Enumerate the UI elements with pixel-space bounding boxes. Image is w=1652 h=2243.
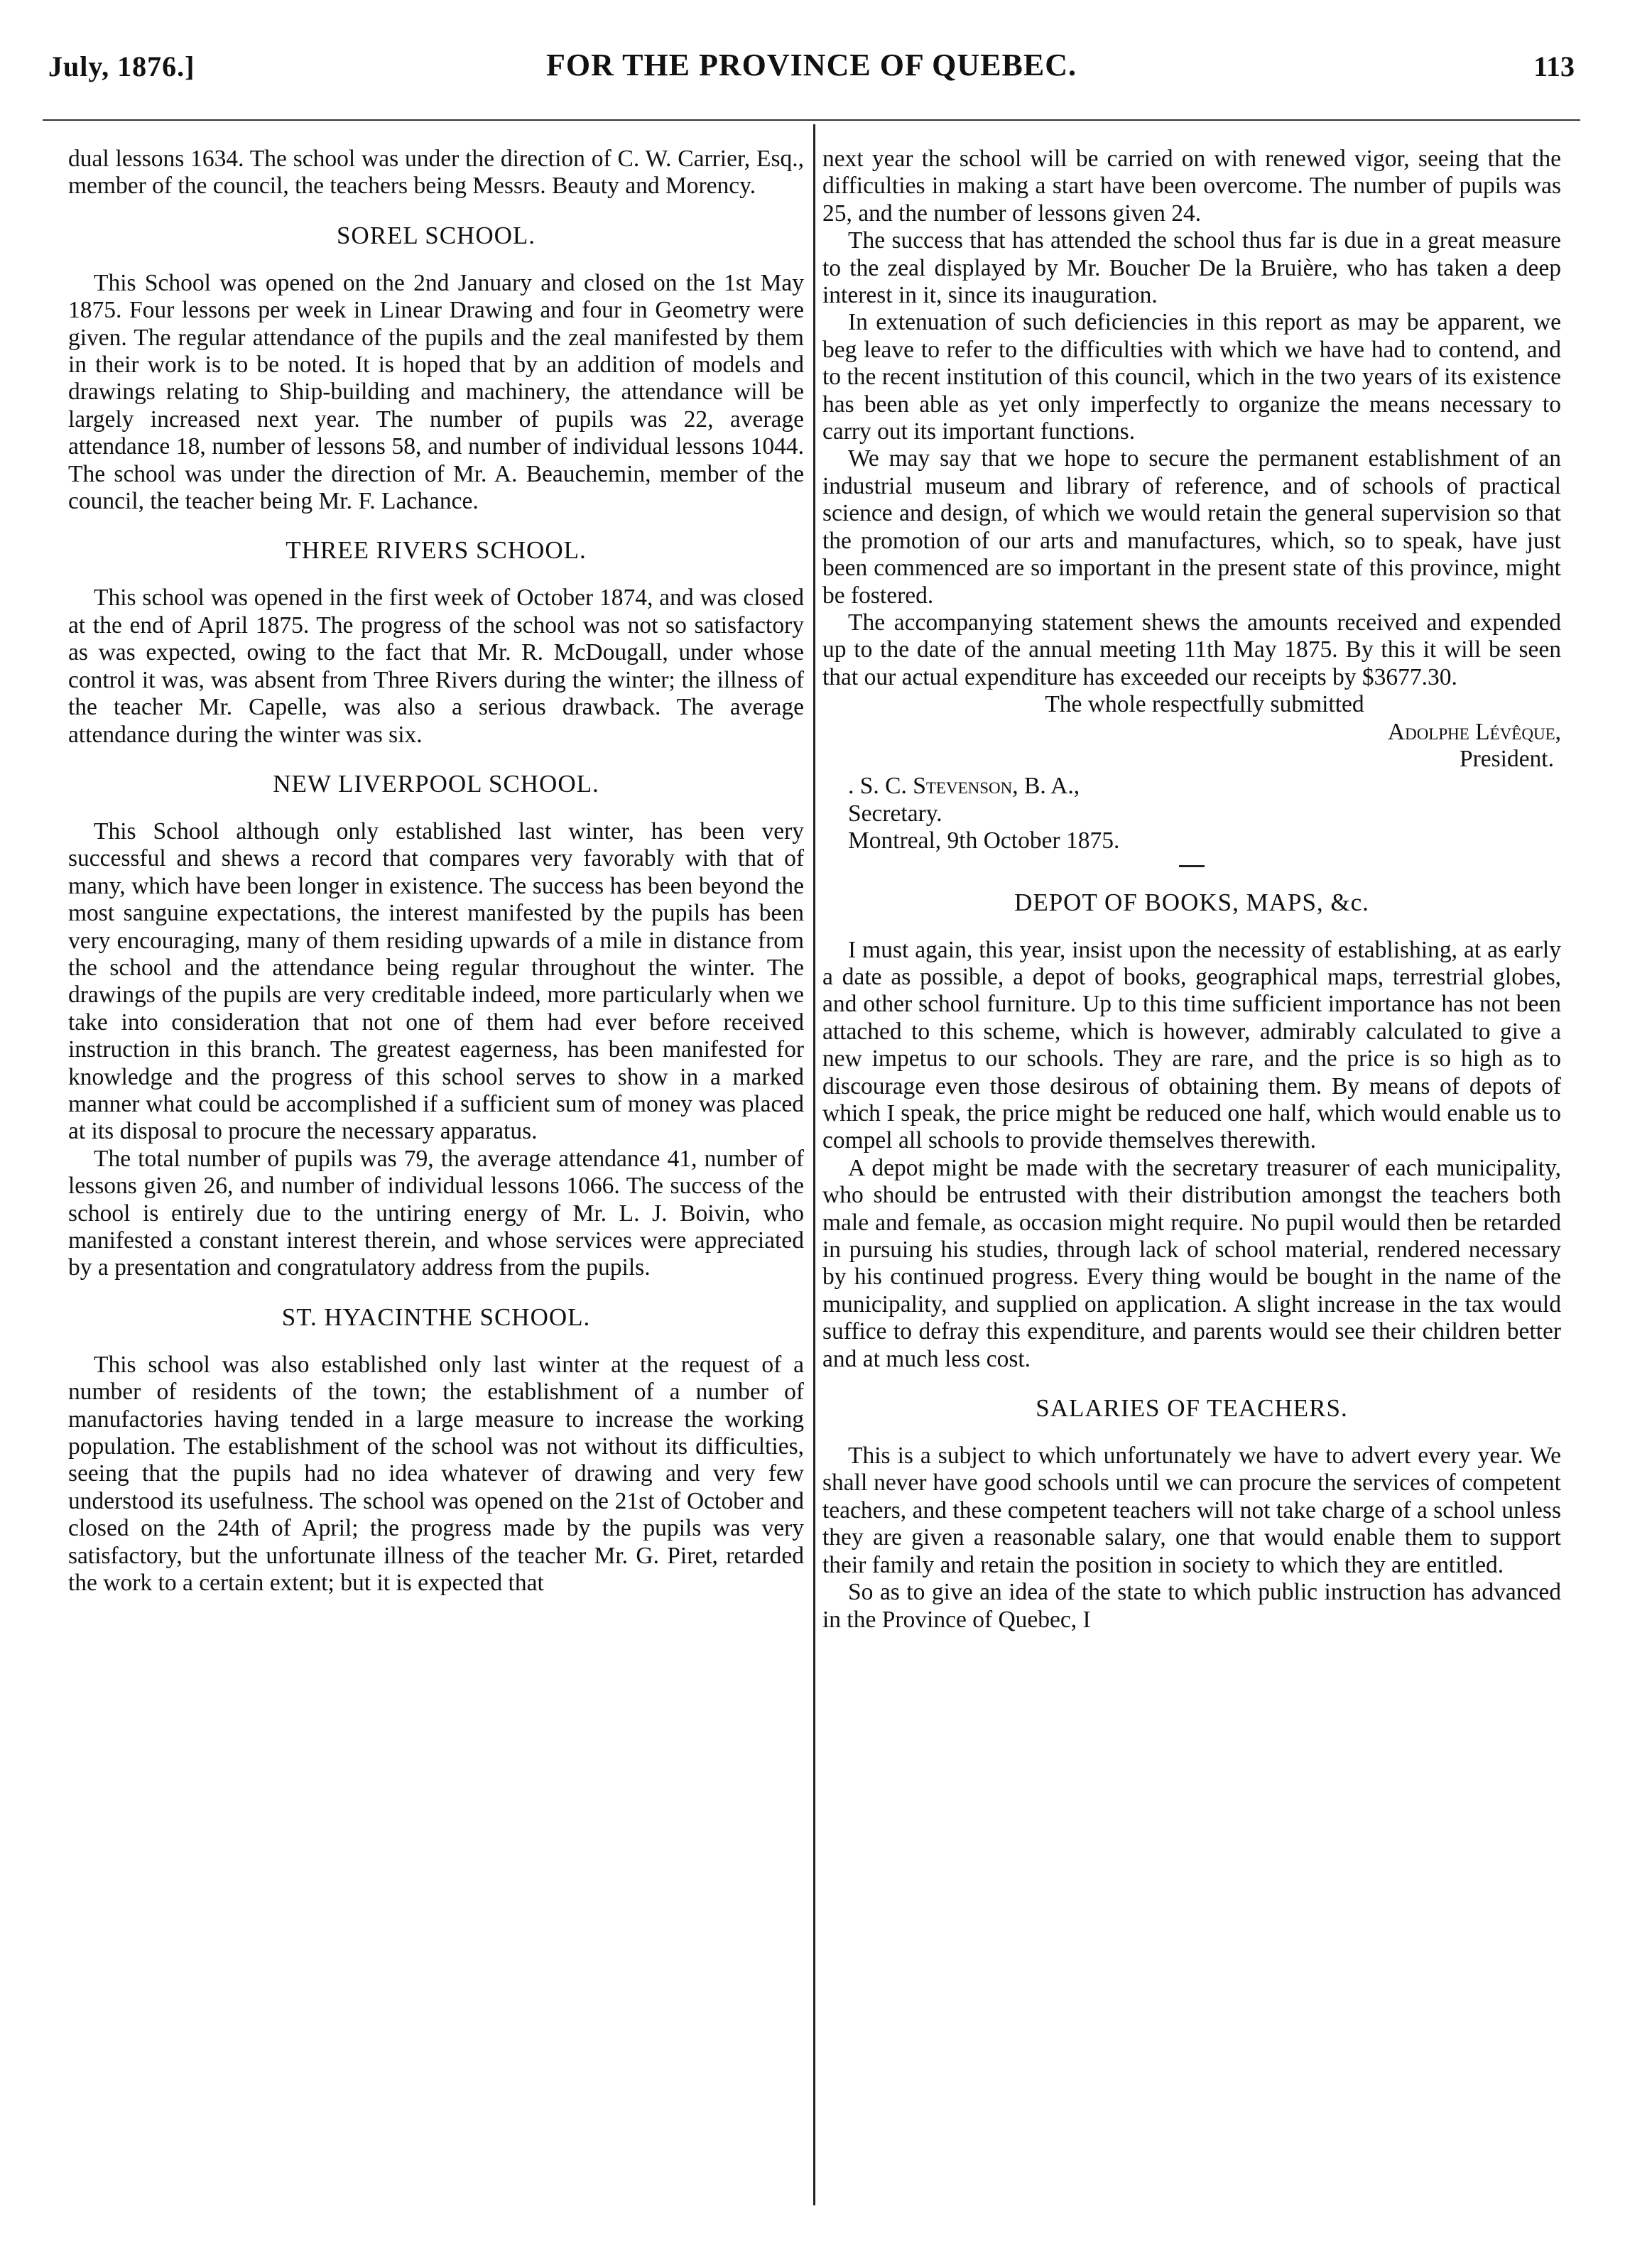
section-separator (1179, 865, 1205, 867)
running-header (43, 44, 1580, 101)
signature-president: Adolphe Lévêque, (1387, 718, 1561, 745)
signature-secretary-title: Secretary. (848, 800, 942, 827)
paragraph: The success that has attended the school thus far is due in a great measure to the zeal displayed by Mr. Boucher De la Bruière, who has taken a deep interest in it, since its inauguration. (822, 227, 1561, 309)
header-rule (43, 119, 1580, 121)
paragraph: This is a subject to which unfortunately we have to advert every year. We shall never have good schools until we can procure the services of competent teachers, and these competent teachers will not take charge of a school unless they are given a reasonable salary, one that would enable them to support their family and retain the position in society to which they are entitled. (822, 1443, 1561, 1578)
paragraph: We may say that we hope to secure the permanent establishment of an industrial museum and library of reference, and of schools of practical science and design, of which we would retain the general supervision so that the promotion of our arts and manufactures, which, so to speak, have just been commenced are so important in the present state of this province, might be fostered. (822, 445, 1561, 609)
continued-paragraph: dual lessons 1634. The school was under the direction of C. W. Carrier, Esq., member of the council, the teachers being Messrs. Beauty and Morency. (68, 146, 804, 200)
continued-paragraph: next year the school will be carried on with renewed vigor, seeing that the difficulties in making a start have been overcome. The number of pupils was 25, and the number of lessons given 24. (822, 146, 1561, 227)
paragraph: This school was opened in the first week of October 1874, and was closed at the end of April 1875. The progress of the school was not so satisfactory as was expected, owing to the fact that Mr. R. McDougall, under whose control it was, was absent from Three Rivers during the winter; the illness of the teacher Mr. Capelle, was also a serious drawback. The average attendance during the winter was six. (68, 585, 804, 748)
page-number: 113 (1533, 50, 1575, 82)
section-heading-sorel: SOREL SCHOOL. (336, 221, 536, 249)
section-heading-depot: DEPOT OF BOOKS, MAPS, &c. (1014, 888, 1369, 916)
closing-line: The whole respectfully submitted (1045, 691, 1364, 718)
section-heading-st-hyacinthe: ST. HYACINTHE SCHOOL. (281, 1303, 591, 1331)
left-column (68, 146, 804, 2191)
paragraph: The accompanying statement shews the amounts received and expended up to the date of the annual meeting 11th May 1875. By this it will be seen that our actual expenditure has exceeded our receipts by $3677.30. (822, 609, 1561, 690)
paragraph: This School was opened on the 2nd January and closed on the 1st May 1875. Four lessons per week in Linear Drawing and four in Geometry were given. The regular attendance of the pupils and the zeal manifested by them in their work is to be noted. It is hoped that by an addition of models and drawings relating to Ship-building and machinery, the attendance will be largely increased next year. The number of pupils was 22, average attendance 18, number of lessons 58, and number of individual lessons 1044. The school was under the direction of Mr. A. Beauchemin, member of the council, the teacher being Mr. F. Lachance. (68, 269, 804, 515)
section-heading-three-rivers: THREE RIVERS SCHOOL. (286, 536, 587, 565)
signature-secretary: . S. C. Stevenson, B. A., (848, 773, 1080, 800)
header-title: FOR THE PROVINCE OF QUEBEC. (546, 48, 1077, 82)
paragraph: I must again, this year, insist upon the necessity of establishing, at as early a date as possible, a depot of books, geographical maps, terrestrial globes, and other school furniture. Up to this time sufficient importance has not been attached to this scheme, which is however, admirably calculated to give a new impetus to our schools. They are rare, and the price is so high as to discourage even those desirous of obtaining them. By means of depots of which I speak, the price might be reduced one half, which would enable us to compel all schools to provide themselves therewith. (822, 936, 1561, 1154)
paragraph: The total number of pupils was 79, the average attendance 41, number of lessons given 26, and number of individual lessons 1066. The success of the school is entirely due to the untiring energy of Mr. L. J. Boivin, who manifested a constant interest therein, and whose services were appreciated by a presentation and congratulatory address from the pupils. (68, 1145, 804, 1281)
paragraph: In extenuation of such deficiencies in this report as may be apparent, we beg leave to refer to the difficulties with which we have had to contend, and to the recent institution of this council, which in the two years of its existence has been able as yet only imperfectly to organize the means necessary to carry out its important functions. (822, 309, 1561, 445)
paragraph: A depot might be made with the secretary treasurer of each municipality, who should be entrusted with their distribution amongst the teachers both male and female, as occasion might require. No pupil would then be retarded in pursuing his studies, through lack of school material, rendered necessary by his continued progress. Every thing would be bought in the name of the municipality, and supplied on application. A slight increase in the tax would suffice to defray this expenditure, and parents would see their children better and at much less cost. (822, 1154, 1561, 1372)
paragraph: This school was also established only last winter at the request of a number of residents of the town; the establishment of a number of manufactories having tended in a large measure to increase the working population. The establishment of the school was not without its difficulties, seeing that the pupils had no idea whatever of drawing and very few understood its usefulness. The school was opened on the 21st of October and closed on the 24th of April; the progress made by the pupils was very satisfactory, but the unfortunate illness of the teacher Mr. G. Piret, retarded the work to a certain extent; but it is expected that (68, 1351, 804, 1597)
signature-president-title: President. (1459, 745, 1554, 772)
paragraph: This School although only established last winter, has been very successful and shews a record that compares very favorably with that of many, which have been longer in existence. The success has been beyond the most sanguine expectations, the interest manifested by the pupils has been very encouraging, many of them residing upwards of a mile in distance from the school and the attendance being regular throughout the winter. The drawings of the pupils are very creditable indeed, more particularly when we take into consideration that not one of them had ever before received instruction in this branch. The greatest eagerness, has been manifested for knowledge and the progress of this school serves to show in a marked manner what could be accomplished if a sufficient sum of money was placed at its disposal to procure the necessary apparatus. (68, 818, 804, 1145)
column-divider (813, 124, 815, 2205)
paragraph: So as to give an idea of the state to which public instruction has advanced in the Province of Quebec, I (822, 1579, 1561, 1633)
right-column (822, 146, 1561, 2191)
section-heading-new-liverpool: NEW LIVERPOOL SCHOOL. (273, 769, 599, 798)
section-heading-salaries: SALARIES OF TEACHERS. (1036, 1394, 1348, 1423)
header-date: July, 1876.] (48, 50, 195, 82)
dateline: Montreal, 9th October 1875. (848, 827, 1120, 854)
